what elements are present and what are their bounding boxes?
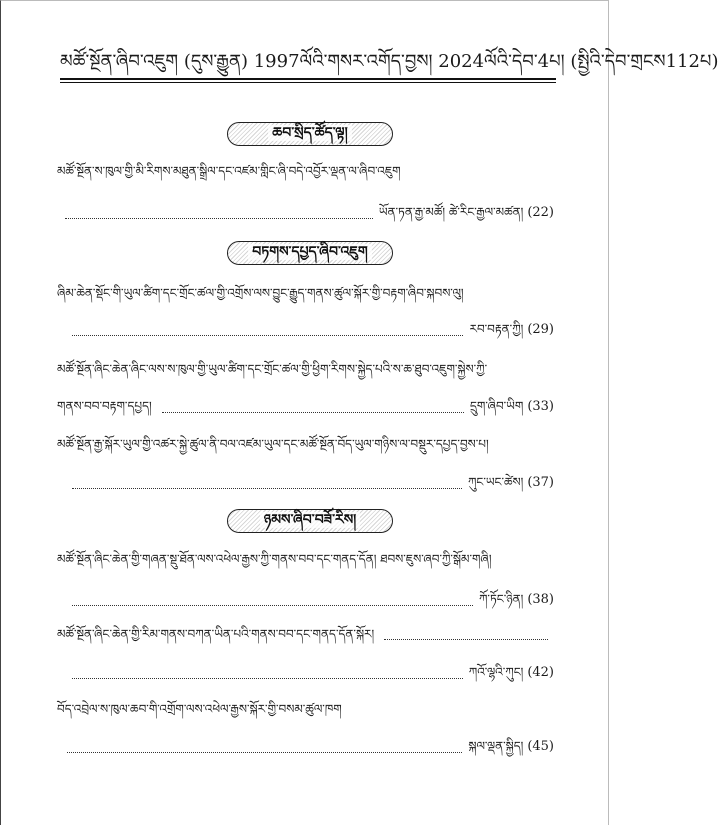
section-heading-politics <box>227 122 393 146</box>
toc-entry-page: (33) <box>527 399 554 414</box>
toc-entry-page: (37) <box>527 475 554 490</box>
toc-entry-title[interactable]: མཚོ་སྔོན་རྒྱ་སྐོར་ཡུལ་གྱི་འཚར་སྐྱེ་ཚུལ་ནི་བལ་འཛམ་ཡུལ་དང་མཚོ་སྔོན་བོད་ཡུལ་གཉིས་ལ་བསྡུར་དཔྱད་བྱས་པ། <box>57 437 489 451</box>
toc-entry-line[interactable] <box>67 736 554 757</box>
toc-entry-author: ཀུང་ཡང་ཚེས། <box>467 475 524 489</box>
toc-entry-line[interactable] <box>65 202 554 223</box>
toc-entry-line[interactable] <box>72 319 554 340</box>
running-header: མཚོ་སྔོན་ཞིབ་འཇུག (དུས་རྒྱུན) 1997ལོའི་གསར་འགོད་བྱས། 2024ལོའི་དེབ་4པ། (སྤྱིའི་དེབ་གྲངས112པ) <box>60 51 719 72</box>
toc-entry-author: རབ་བརྟན་ཀྱི། <box>469 322 524 336</box>
dot-leader <box>65 218 373 219</box>
dot-leader <box>72 488 462 489</box>
toc-entry-title[interactable]: ཞིམ་ཆེན་སྡོང་གི་ཡུལ་ཚིག་དང་གྲོང་ཚལ་གྱི་འགྲོས་ལས་བྱུང་རྒྱུད་གནས་ཚུལ་སྐོར་གྱི་བརྟག་ཞིབ་སྐབས་ལུ། <box>57 286 464 300</box>
toc-entry-title: མཚོ་སྔོན་ཞིང་ཆེན་གྱི་རིམ་གནས་བཀན་ཡིན་པའི་གནས་བབ་དང་གནད་དོན་སྐོར། <box>57 627 375 641</box>
toc-entry-title[interactable]: མཚོ་སྔོན་ཞིང་ཆེན་གྱི་གཞན་སྡུ་ཐོན་ལས་འཕེལ་རྒྱས་ཀྱི་གནས་བབ་དང་གནད་དོན། ཐབས་ཇུས་ཞབ་ཀྱི་སྒོམ་གཞི། <box>57 552 492 566</box>
toc-entry-line[interactable] <box>72 589 554 610</box>
header-rule-thick <box>60 78 556 80</box>
dot-leader <box>72 605 473 606</box>
toc-entry-author: སྐལ་ལྡན་སྐྱིད། <box>468 739 524 753</box>
toc-entry-author: ཀའོ་ལྷའི་ཀུང། <box>468 665 524 679</box>
section-heading-practice <box>227 509 393 533</box>
toc-entry-line[interactable] <box>72 472 554 493</box>
section-heading-research <box>227 241 393 265</box>
toc-entry-title[interactable]: མཚོ་སྔོན་ཞིང་ཆེན་ཞིང་ལས་ས་ཁུལ་གྱི་ཡུལ་ཚིག་དང་གྲོང་ཚལ་གྱི་ཕྱིག་རིགས་སྐྱེད་པའི་ས་ཆ་ཐུབ་འཇུག་སྐྱེས་ཀྱི་ <box>57 362 488 376</box>
toc-entry-title[interactable]: མཚོ་སྔོན་ས་ཁུལ་གྱི་མི་རིགས་མཐུན་སྒྲིལ་དང་འཛམ་གླིང་ཞི་བདེ་འབྱོར་ལྡན་ལ་ཞིབ་འཇུག <box>57 164 401 178</box>
toc-entry-line[interactable] <box>72 662 554 683</box>
toc-entry-line[interactable] <box>57 624 554 644</box>
toc-entry-page: (22) <box>527 205 554 220</box>
section-heading-label: ཆབ་སྲིད་ཚོད་ལྟ། <box>268 125 351 141</box>
section-heading-label: བཏགས་དཔྱད་ཞིབ་འཇུག <box>248 244 371 260</box>
toc-entry-author: དྲུག་ཞིབ་ཡིག <box>469 399 524 413</box>
toc-entry-page: (29) <box>527 322 554 337</box>
toc-entry-title[interactable]: བོད་འབྲེལ་ས་ཁུལ་ཆབ་གི་འགྲོག་ལས་འཕེལ་རྒྱས་སྐོར་གྱི་བསམ་ཚུལ་ཁག <box>57 702 342 716</box>
dot-leader <box>72 678 463 679</box>
toc-entry-author: ཡོན་ཏན་རྒྱ་མཚོ། ཚེ་རིང་རྒྱལ་མཚན། <box>378 205 524 219</box>
header-rule-thin <box>60 82 556 83</box>
dot-leader <box>162 412 464 413</box>
toc-entry-title-continuation: གནས་བབ་བརྟག་དཔྱད། <box>57 399 152 413</box>
toc-entry-line[interactable] <box>57 396 554 417</box>
toc-entry-author: ཀོ་ཏོང་ཉིན། <box>478 592 524 606</box>
dot-leader <box>72 335 463 336</box>
toc-entry-page: (45) <box>527 739 554 754</box>
section-heading-label: ཉམས་ཞིབ་བཟོ་རིས། <box>260 512 361 528</box>
dot-leader <box>67 752 462 753</box>
dot-leader <box>384 639 548 640</box>
toc-entry-page: (42) <box>527 665 554 680</box>
toc-entry-page: (38) <box>527 592 554 607</box>
